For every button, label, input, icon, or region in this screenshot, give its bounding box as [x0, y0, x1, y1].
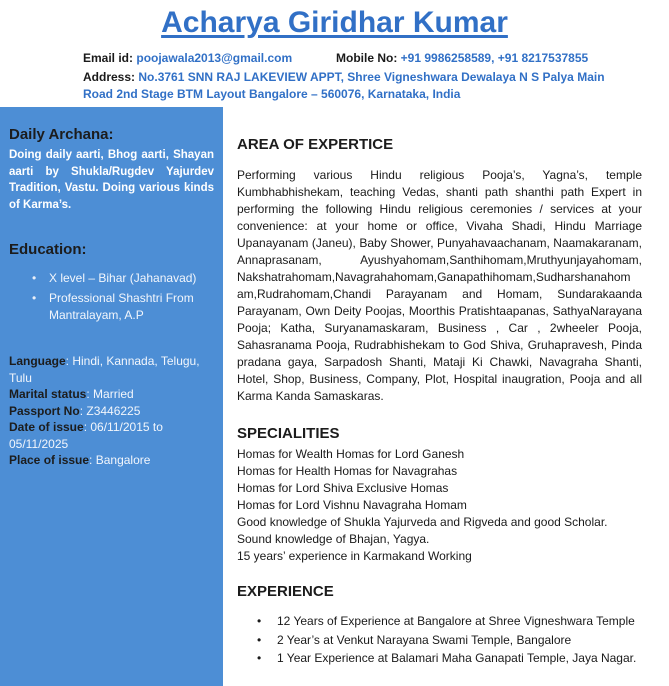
personal-info: [9, 353, 214, 469]
language-label: Language: [9, 354, 66, 368]
marital-label: Marital status: [9, 387, 87, 401]
issue-date-value: 06/11/2015 to 05/11/2025: [9, 420, 163, 451]
speciality-item: Sound knowledge of Bhajan, Yagya.: [237, 532, 430, 546]
daily-archana-text: Doing daily aarti, Bhog aarti, Shayan aarti by Shukla/Rugdev Yajurdev Tradition, Vastu. Doing various kinds of Karma’s.: [9, 149, 214, 211]
passport-label: Passport No: [9, 403, 80, 418]
education-item-text: X level – Bihar (Jahanavad): [49, 271, 197, 285]
email-link[interactable]: poojawala2013@gmail.com: [136, 51, 293, 65]
speciality-item: Homas for Lord Shiva Exclusive Homas: [237, 481, 449, 495]
speciality-item: Homas for Wealth Homas for Lord Ganesh: [237, 447, 465, 461]
candidate-name: Acharya Giridhar Kumar: [161, 6, 508, 39]
experience-item-text: 12 Years of Experience at Bangalore at Shree Vigneshwara Temple: [277, 614, 635, 628]
language-value: Hindi, Kannada, Telugu, Tulu: [9, 354, 200, 385]
issue-place-value: Bangalore: [95, 453, 151, 467]
experience-item-text: 1 Year Experience at Balamari Maha Ganapati Temple, Jaya Nagar.: [277, 651, 637, 665]
experience-item: [237, 613, 657, 630]
speciality-item: Homas for Health Homas for Navagrahas: [237, 464, 458, 478]
phone-numbers: +91 9986258589, +91 8217537855: [400, 51, 589, 65]
language-row: Language: Hindi, Kannada, Telugu, Tulu: [9, 354, 200, 385]
expertise-title: AREA OF EXPERTICE: [237, 136, 394, 153]
bullet-icon: •: [257, 632, 262, 647]
email-row: [83, 51, 292, 65]
education-list: [9, 270, 214, 327]
bullet-icon: •: [257, 651, 262, 665]
issue-date-label: Date of issue: [9, 420, 84, 434]
speciality-item: Homas for Lord Vishnu Navagraha Homam: [237, 498, 467, 512]
passport-value: Z3446225: [86, 403, 141, 418]
experience-item-text: 2 Year’s at Venkut Narayana Swami Temple, Bangalore: [277, 632, 572, 647]
daily-archana-title: Daily Archana:: [9, 126, 114, 143]
phone-label: Mobile No:: [336, 51, 398, 65]
issue-date-row: Date of issue: 06/11/2015 to 05/11/2025: [9, 420, 163, 451]
marital-value: Married: [93, 387, 134, 401]
address-row: [83, 69, 613, 103]
specialities-title: SPECIALITIES: [237, 425, 340, 442]
issue-place-row: Place of issue: Bangalore: [9, 453, 151, 467]
sidebar: [0, 107, 223, 686]
education-title: Education:: [9, 241, 87, 258]
resume-header: [0, 0, 669, 105]
education-item-text: Professional Shashtri From Mantralayam, A.P: [49, 291, 194, 322]
speciality-item: 15 years’ experience in Karmakand Working: [237, 549, 472, 563]
marital-row: Marital status: Married: [9, 387, 134, 401]
email-label: Email id:: [83, 51, 134, 65]
education-item: [9, 290, 214, 324]
passport-row: Passport No: Z3446225: [9, 403, 141, 418]
bullet-icon: •: [32, 291, 37, 305]
address-text: No.3761 SNN RAJ LAKEVIEW APPT, Shree Vigneshwara Dewalaya N S Palya Main Road 2nd Stage BTM Layout Bangalore – 560076, Karnataka, India: [83, 70, 605, 101]
experience-item: [237, 650, 657, 667]
experience-item: [237, 632, 657, 649]
issue-place-label: Place of issue: [9, 453, 90, 467]
phone-row: [336, 51, 588, 65]
expertise-text: Performing various Hindu religious Pooja’s, Yagna’s, temple Kumbhabhishekam, teaching Vedas, shanti path shanthi path Expert in performing the following Hindu religious ceremonies / services at your convenience: at your home or office, Vivaha Shadi, Hindu Marriage Upanayanam (Janeu), Baby Shower, Punyahavaachanam, Naamakaranam, Annaprasanam, Ayushyahomam,Santhihomam,Mruthyunjayahomam, Nakshatrahomam,Navagrahahomam,Ganapathihomam,Sudharshanahom am,Rudrahomam,Chandi Parayanam and Homam, Sundarakaanda Parayanam, Own Deity Poojas, Moorthis Pratishtaapanas, SathyaNarayana Pooja; Katha, Suryanamaskaram, Business , Car , 2wheeler Pooja, Sahasranama Pooja, Rudrabhishekam to God Shiva, Gruhapravesh, Pinda pradana gaya, Sarpadosh Shanti, Mataji Ki Chawki, Navagraha Shanti, Hotel, Shop, Business, Company, Plot, Hospital inaugration, Pooja and all Karma Kanda Samaskaras.: [237, 168, 642, 403]
bullet-icon: •: [257, 614, 262, 628]
experience-list: [237, 613, 657, 669]
education-item: [9, 270, 214, 287]
bullet-icon: •: [32, 271, 37, 285]
address-label: Address:: [83, 70, 136, 84]
speciality-item: Good knowledge of Shukla Yajurveda and Rigveda and good Scholar.: [237, 515, 608, 529]
experience-title: EXPERIENCE: [237, 583, 334, 600]
